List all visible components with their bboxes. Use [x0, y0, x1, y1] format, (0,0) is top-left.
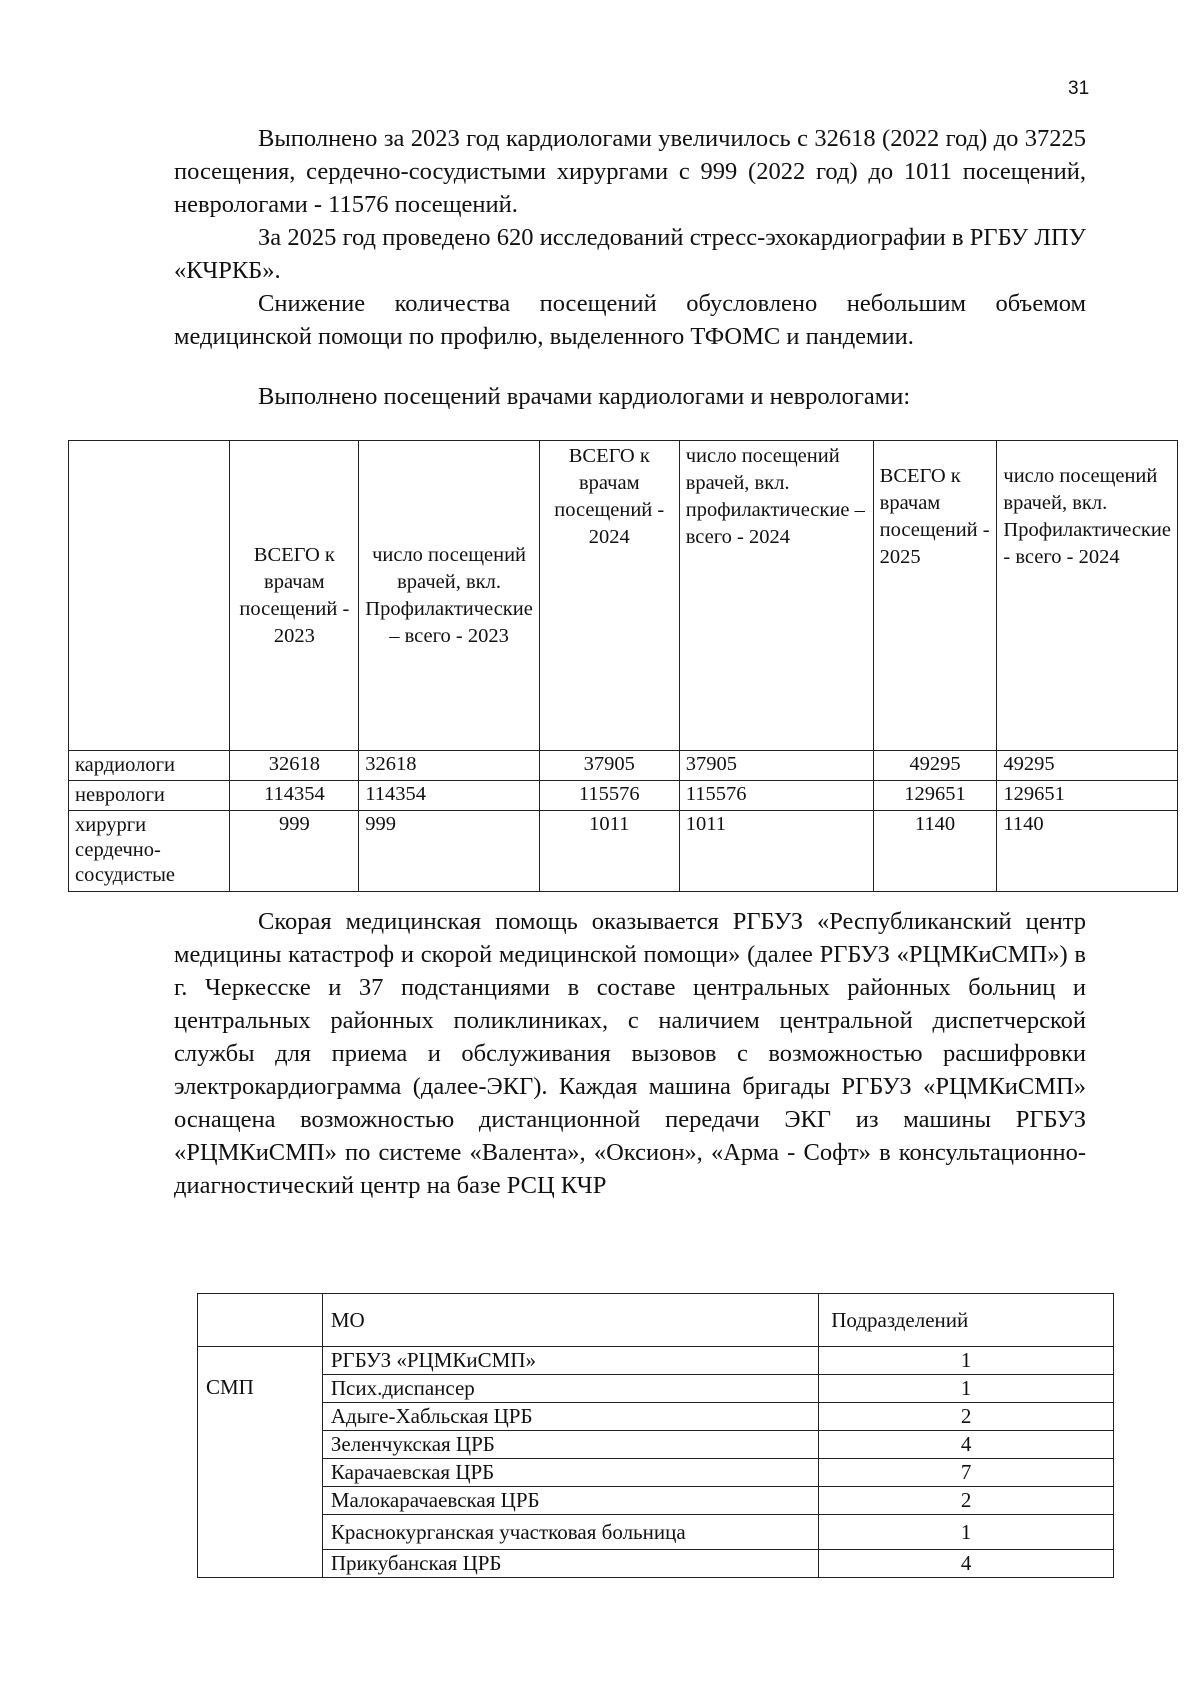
header-cell: МО — [322, 1294, 818, 1347]
header-cell — [198, 1294, 323, 1347]
table-row — [69, 811, 1178, 892]
table-cell: 115576 — [679, 781, 873, 811]
table-cell: 999 — [230, 811, 359, 892]
table-cell: 49295 — [997, 751, 1178, 781]
smp-subdivisions-table — [197, 1293, 1114, 1578]
table-cell: 114354 — [359, 781, 540, 811]
table-row — [69, 751, 1178, 781]
subdivision-count: 4 — [819, 1431, 1114, 1459]
mo-name: Псих.диспансер — [322, 1375, 818, 1403]
table-cell: 1140 — [997, 811, 1178, 892]
header-cell: число посещений врачей, вкл. профилактические – всего - 2024 — [679, 441, 873, 751]
paragraph: Снижение количества посещений обусловлено небольшим объемом медицинской помощи по профилю, выделенного ТФОМС и пандемии. — [174, 290, 1086, 350]
mo-name: Малокарачаевская ЦРБ — [322, 1487, 818, 1515]
table-cell: 1011 — [539, 811, 679, 892]
subdivision-count: 1 — [819, 1515, 1114, 1550]
table-row — [69, 781, 1178, 811]
table-cell: 129651 — [997, 781, 1178, 811]
subdivision-count: 2 — [819, 1403, 1114, 1431]
table-row — [198, 1403, 1114, 1431]
mo-name: Прикубанская ЦРБ — [322, 1550, 818, 1578]
table-cell: 49295 — [873, 751, 997, 781]
table-cell: 37905 — [679, 751, 873, 781]
subdivision-count: 2 — [819, 1487, 1114, 1515]
table-cell: 32618 — [359, 751, 540, 781]
table-cell: 1140 — [873, 811, 997, 892]
subdivision-count: 1 — [819, 1375, 1114, 1403]
table-row — [198, 1347, 1114, 1375]
table-cell: 37905 — [539, 751, 679, 781]
header-cell — [69, 441, 230, 751]
mo-name: РГБУЗ «РЦМКиСМП» — [322, 1347, 818, 1375]
subdivision-count: 1 — [819, 1347, 1114, 1375]
table-row — [198, 1375, 1114, 1403]
table-cell: 115576 — [539, 781, 679, 811]
paragraph: Выполнено за 2023 год кардиологами увеличилось с 32618 (2022 год) до 37225 посещения, сердечно-сосудистыми хирургами с 999 (2022 год) до 1011 посещений, неврологами - 11576 посещений. — [174, 125, 1086, 218]
page-number: 31 — [1068, 78, 1090, 99]
header-cell: число посещений врачей, вкл. Профилактические – всего - 2023 — [359, 441, 540, 751]
table-row — [198, 1515, 1114, 1550]
table-caption: Выполнено посещений врачами кардиологами и неврологами: — [258, 383, 911, 410]
table-row — [198, 1550, 1114, 1578]
table-cell: 129651 — [873, 781, 997, 811]
mo-name: Карачаевская ЦРБ — [322, 1459, 818, 1487]
paragraph: Скорая медицинская помощь оказывается РГБУЗ «Республиканский центр медицины катастроф и скорой медицинской помощи» (далее РГБУЗ «РЦМКиСМП») в г. Черкесске и 37 подстанциями в составе центральных районных больниц и центральных районных поликлиниках, с наличием центральной диспетчерской службы для приема и обслуживания вызовов с возможностью расшифровки электрокардиограмма (далее-ЭКГ). Каждая машина бригады РГБУЗ «РЦМКиСМП» оснащена возможностью дистанционной передачи ЭКГ из машины РГБУЗ «РЦМКиСМП» по системе «Валента», «Оксион», «Арма - Софт» в консультационно- диагностический центр на базе РСЦ КЧР — [174, 908, 1086, 1199]
subdivision-count: 4 — [819, 1550, 1114, 1578]
table-cell: 114354 — [230, 781, 359, 811]
table-row — [198, 1459, 1114, 1487]
table-row — [198, 1487, 1114, 1515]
header-cell: ВСЕГО к врачам посещений - 2024 — [539, 441, 679, 751]
table-cell: 32618 — [230, 751, 359, 781]
row-label: кардиологи — [69, 751, 230, 781]
intro-text — [174, 122, 1086, 353]
row-label: хирурги сердечно-сосудистые — [69, 811, 230, 892]
table-cell: 999 — [359, 811, 540, 892]
table-row — [198, 1431, 1114, 1459]
header-cell: ВСЕГО к врачам посещений - 2025 — [873, 441, 997, 751]
table-header-row — [69, 441, 1178, 751]
group-label: СМП — [198, 1347, 323, 1578]
mo-name: Краснокурганская участковая больница — [322, 1515, 818, 1550]
row-label: неврологи — [69, 781, 230, 811]
smp-text — [174, 905, 1086, 1202]
table-header-row — [198, 1294, 1114, 1347]
header-cell: ВСЕГО к врачам посещений - 2023 — [230, 441, 359, 751]
mo-name: Адыге-Хабльская ЦРБ — [322, 1403, 818, 1431]
paragraph: За 2025 год проведено 620 исследований стресс-эхокардиографии в РГБУ ЛПУ «КЧРКБ». — [174, 224, 1086, 284]
header-cell: число посещений врачей, вкл. Профилактические - всего - 2024 — [997, 441, 1178, 751]
subdivision-count: 7 — [819, 1459, 1114, 1487]
table-cell: 1011 — [679, 811, 873, 892]
visits-table — [68, 440, 1178, 892]
header-cell: Подразделений — [819, 1294, 1114, 1347]
mo-name: Зеленчукская ЦРБ — [322, 1431, 818, 1459]
